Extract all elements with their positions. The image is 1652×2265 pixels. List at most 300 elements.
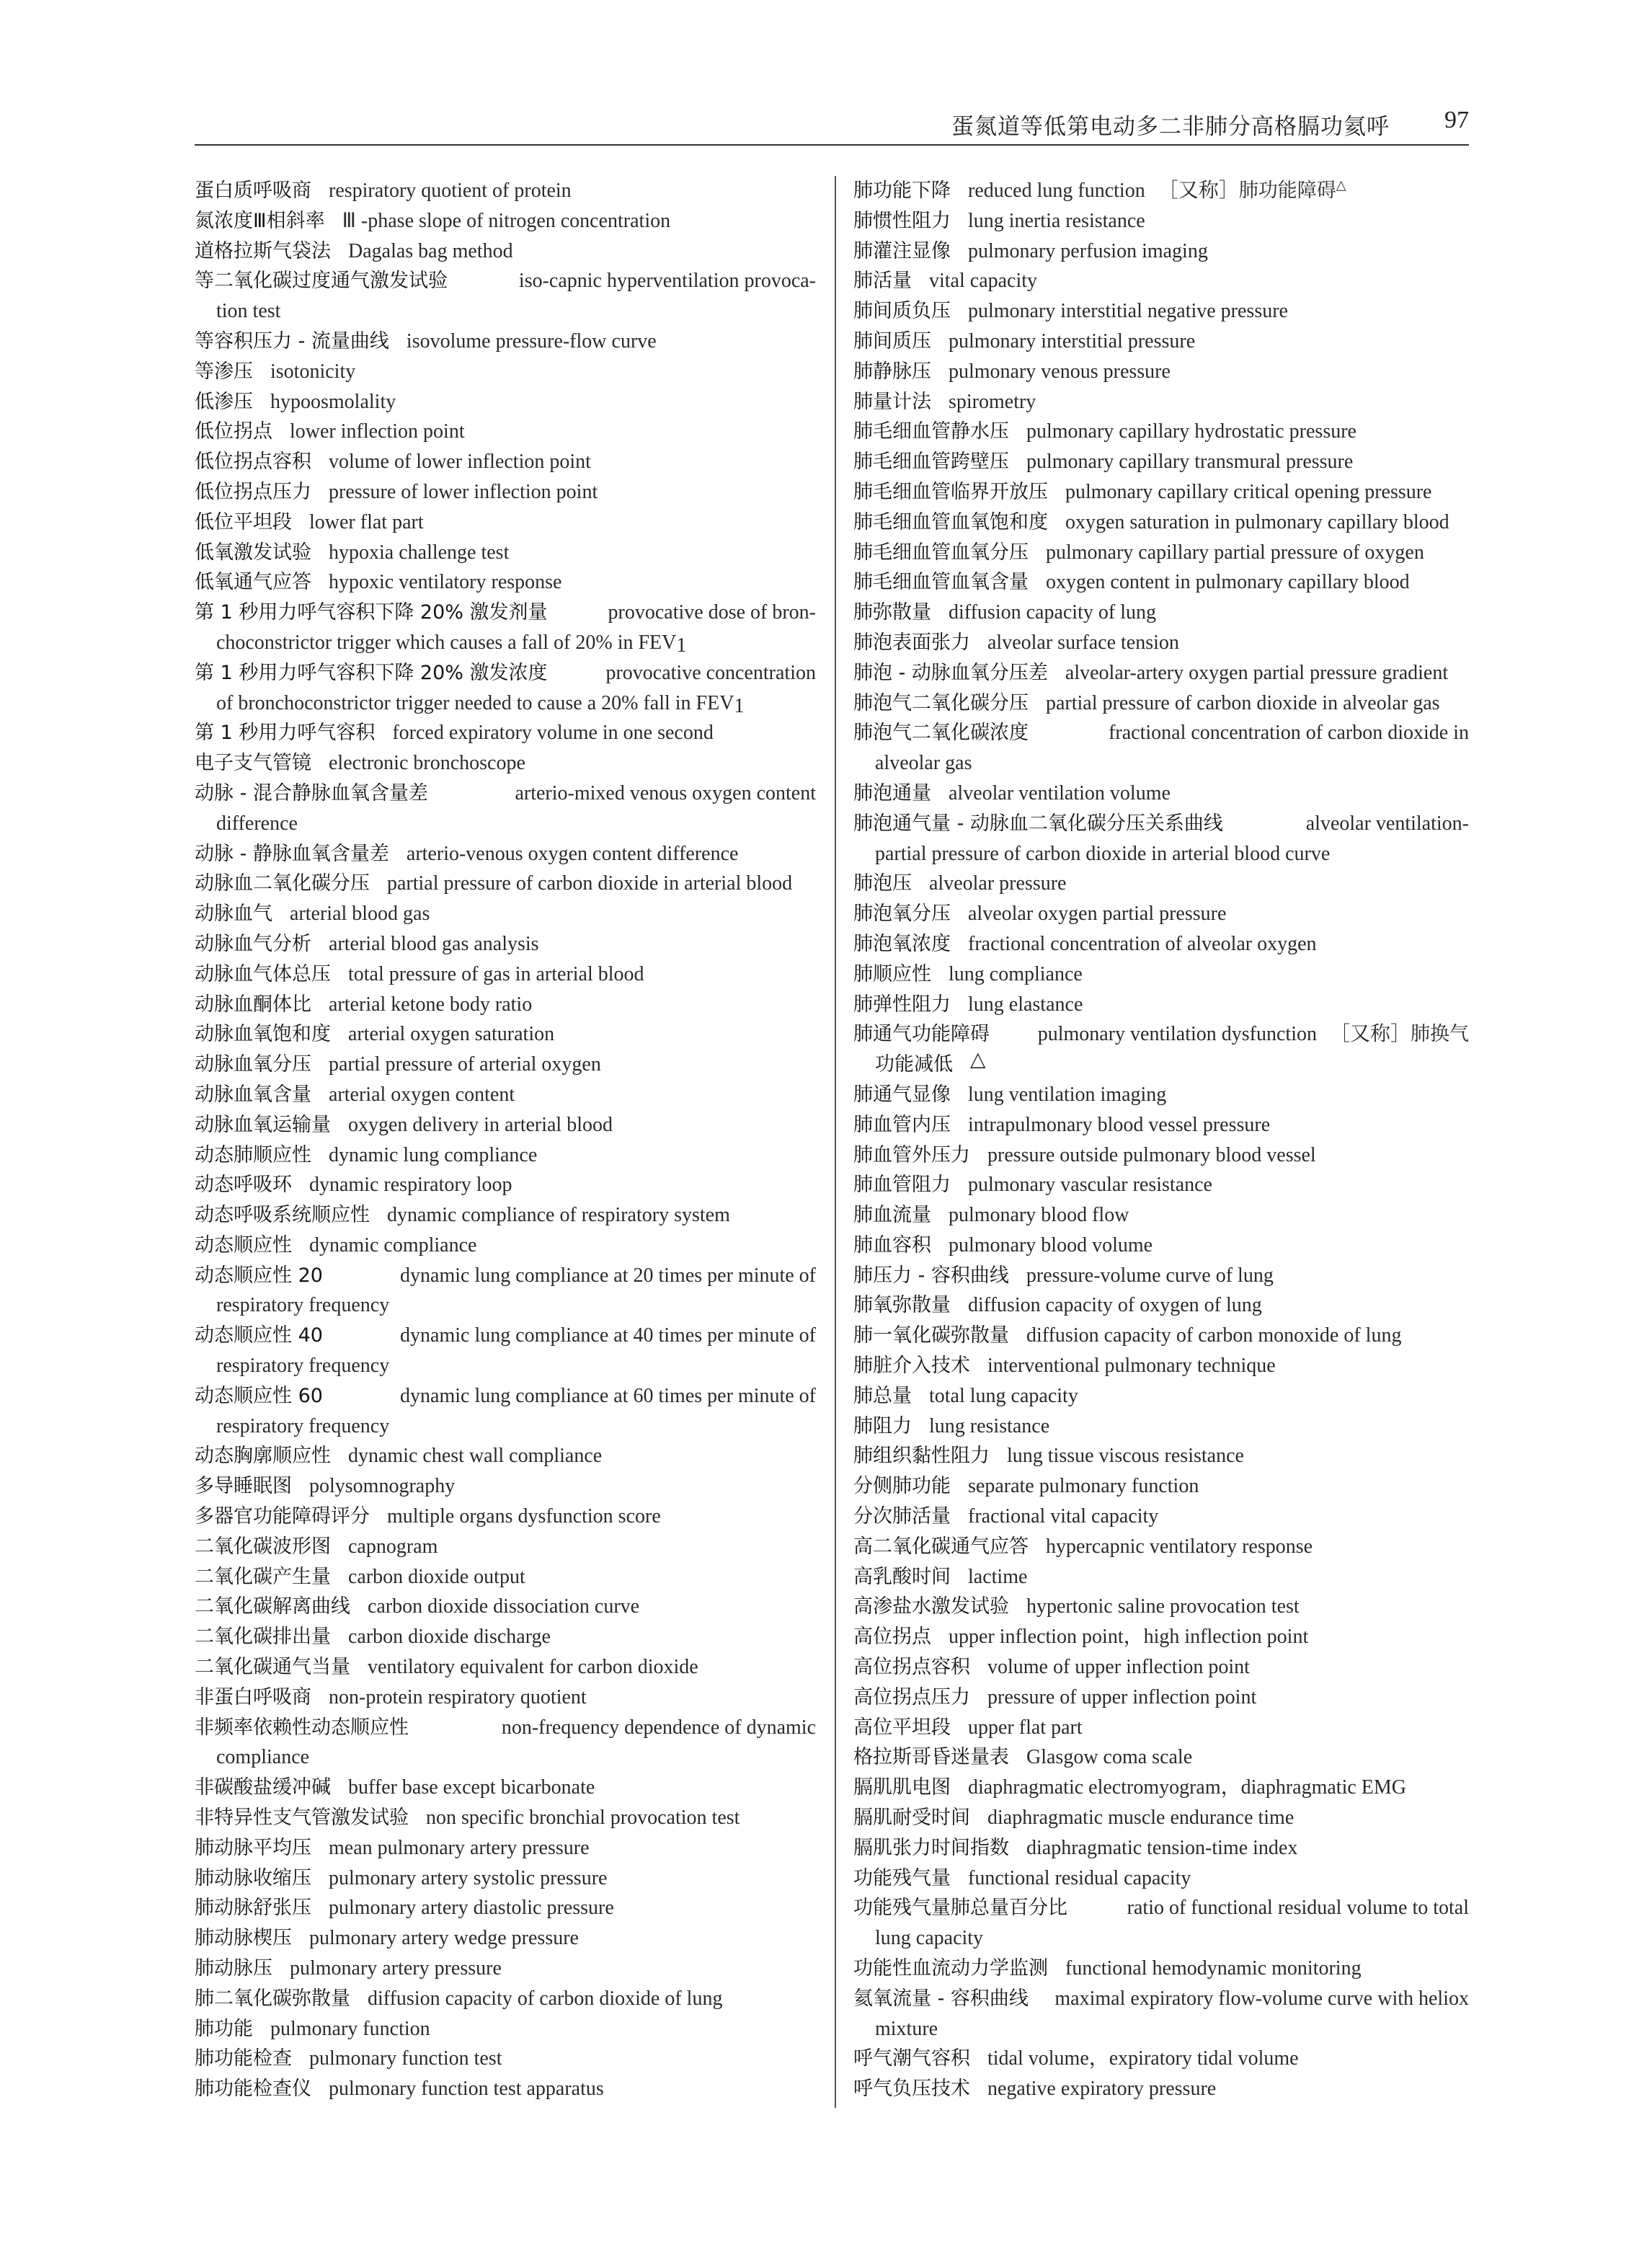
term-english: respiratory quotient of protein: [329, 179, 572, 202]
term-english: volume of lower inflection point: [329, 451, 591, 474]
term-chinese: 低氧通气应答: [195, 571, 311, 594]
entry-line: [195, 959, 816, 990]
term-english: polysomnography: [309, 1475, 456, 1498]
entry-line: [195, 1562, 816, 1592]
entry-line: [195, 839, 816, 869]
term-english: pulmonary function: [270, 2017, 430, 2040]
term-english: pulmonary artery systolic pressure: [329, 1866, 608, 1889]
term-english: pulmonary capillary critical opening pressure: [1065, 480, 1432, 503]
term-english: alveolar oxygen partial pressure: [968, 903, 1227, 926]
term-chinese: 肺二氧化碳弥散量: [195, 1987, 350, 2010]
continuation-text: difference: [216, 812, 298, 835]
term-english: lung tissue viscous resistance: [1007, 1445, 1244, 1468]
entry-line: [853, 1170, 1469, 1200]
cross-reference-term: 肺换气: [1411, 1023, 1469, 1046]
entry-line: [195, 1713, 816, 1743]
term-english: reduced lung function: [968, 179, 1145, 202]
term-english: lung resistance: [929, 1414, 1050, 1437]
term-chinese: 格拉斯哥昏迷量表: [853, 1746, 1009, 1769]
entry-line: [853, 1833, 1469, 1863]
term-english: pressure of upper inflection point: [987, 1685, 1257, 1708]
entry-continuation: [195, 1290, 816, 1321]
entry-line: [195, 1532, 816, 1562]
term-chinese: 氦氧流量 - 容积曲线: [853, 1987, 1029, 2010]
term-english: fractional concentration of carbon dioxide in: [1109, 722, 1469, 745]
continuation-text: of bronchoconstrictor trigger needed to cause a 20% fall in FEV: [216, 691, 734, 714]
term-chinese: 二氧化碳产生量: [195, 1565, 331, 1588]
term-english: mean pulmonary artery pressure: [329, 1836, 590, 1859]
term-english: lower inflection point: [290, 420, 465, 443]
term-chinese: 动脉血氧运输量: [195, 1113, 331, 1136]
term-chinese: 肺通气显像: [853, 1083, 951, 1106]
term-english: pulmonary artery diastolic pressure: [329, 1897, 614, 1920]
term-english: separate pulmonary function: [968, 1475, 1199, 1498]
term-english: functional residual capacity: [968, 1866, 1191, 1889]
term-english: non-frequency dependence of dynamic: [501, 1716, 816, 1739]
term-chinese: 肺动脉收缩压: [195, 1866, 311, 1889]
entry-line: [853, 990, 1469, 1020]
term-chinese: 功能残气量: [853, 1866, 951, 1889]
term-english: partial pressure of carbon dioxide in arterial blood: [387, 872, 793, 895]
term-english: hypoosmolality: [270, 390, 396, 413]
entry-continuation: [853, 1923, 1469, 1954]
term-english: functional hemodynamic monitoring: [1065, 1957, 1362, 1980]
term-english: hypercapnic ventilatory response: [1046, 1535, 1313, 1558]
term-english: pulmonary function test apparatus: [329, 2078, 604, 2101]
term-chinese: 肺血管外压力: [853, 1143, 970, 1166]
term-english: carbon dioxide output: [348, 1565, 525, 1588]
term-english: negative expiratory pressure: [987, 2078, 1217, 2101]
term-chinese: 动态顺应性 20: [195, 1264, 323, 1287]
term-chinese: 肺量计法: [853, 390, 931, 413]
term-chinese: 动脉血气: [195, 903, 272, 926]
continuation-text: partial pressure of carbon dioxide in arterial blood curve: [875, 842, 1331, 865]
term-english: arterial ketone body ratio: [329, 993, 533, 1016]
entry-line: [853, 236, 1469, 267]
term-english: pulmonary interstitial negative pressure: [968, 300, 1288, 323]
entry-line: [853, 1863, 1469, 1894]
term-chinese: 动脉血二氧化碳分压: [195, 872, 370, 895]
entry-line: [195, 567, 816, 598]
term-english: pulmonary perfusion imaging: [968, 239, 1208, 262]
term-chinese: 等渗压: [195, 360, 253, 383]
entry-line: [195, 748, 816, 779]
header-title: 蛋氮道等低第电动多二非肺分高格膈功氦呼: [951, 114, 1390, 140]
term-chinese: 动态胸廓顺应性: [195, 1445, 331, 1468]
entry-continuation: [195, 1411, 816, 1442]
term-english: lung ventilation imaging: [968, 1083, 1167, 1106]
entry-line: [195, 206, 816, 236]
term-chinese: 低位拐点容积: [195, 451, 311, 474]
continuation-text: respiratory frequency: [216, 1414, 390, 1437]
term-english: arterial blood gas analysis: [329, 932, 539, 955]
entry-line: [853, 1592, 1469, 1622]
term-chinese: 肺活量: [853, 270, 912, 293]
term-chinese: 肺毛细血管血氧含量: [853, 571, 1029, 594]
term-english: hypoxic ventilatory response: [329, 571, 562, 594]
term-english: volume of upper inflection point: [987, 1656, 1250, 1679]
term-english: hypertonic saline provocation test: [1026, 1595, 1300, 1618]
term-chinese: 低渗压: [195, 390, 253, 413]
entry-line: [195, 1050, 816, 1080]
term-chinese: 肺动脉舒张压: [195, 1897, 311, 1920]
term-english: buffer base except bicarbonate: [348, 1776, 595, 1799]
term-chinese: 肺氧弥散量: [853, 1294, 951, 1317]
term-chinese: 动脉 - 静脉血氧含量差: [195, 842, 389, 865]
term-english: capnogram: [348, 1535, 438, 1558]
entry-continuation: [195, 296, 816, 327]
entry-line: [853, 266, 1469, 296]
term-english: diffusion capacity of carbon dioxide of lung: [368, 1987, 723, 2010]
continuation-text: compliance: [216, 1746, 310, 1769]
term-chinese: 等容积压力 - 流量曲线: [195, 329, 389, 353]
entry-line: [195, 1683, 816, 1713]
term-english: alveolar-artery oxygen partial pressure gradient: [1065, 661, 1449, 684]
entry-line: [853, 1290, 1469, 1321]
term-chinese: 膈肌肌电图: [853, 1776, 951, 1799]
term-chinese: 高乳酸时间: [853, 1565, 951, 1588]
term-chinese: 功能残气量肺总量百分比: [853, 1897, 1067, 1920]
continuation-subscript: 1: [734, 694, 745, 717]
term-english: vital capacity: [929, 270, 1038, 293]
entry-line: [853, 959, 1469, 990]
entry-line: [853, 628, 1469, 658]
term-english: lung elastance: [968, 993, 1083, 1016]
term-english: diaphragmatic tension-time index: [1026, 1836, 1298, 1859]
term-english: upper flat part: [968, 1716, 1083, 1739]
term-english: alveolar pressure: [929, 872, 1067, 895]
term-english: dynamic compliance: [309, 1233, 477, 1256]
term-chinese: 肺功能检查: [195, 2047, 292, 2070]
entry-line: [853, 1803, 1469, 1833]
term-english: alveolar ventilation-: [1305, 812, 1469, 835]
term-chinese: 肺间质负压: [853, 300, 951, 323]
term-chinese: 非频率依赖性动态顺应性: [195, 1716, 409, 1739]
entry-line: [195, 1019, 816, 1050]
term-chinese: 分次肺活量: [853, 1505, 951, 1528]
term-english: Glasgow coma scale: [1026, 1746, 1193, 1769]
term-chinese: 肺功能下降: [853, 179, 951, 202]
entry-line: [195, 869, 816, 899]
term-chinese: 高位拐点压力: [853, 1685, 970, 1708]
entry-line: [853, 357, 1469, 387]
entry-line: [195, 1080, 816, 1110]
term-chinese: 肺泡氧浓度: [853, 932, 951, 955]
term-english: alveolar ventilation volume: [949, 781, 1171, 805]
term-english: lung inertia resistance: [968, 209, 1145, 232]
entry-line: [195, 1200, 816, 1231]
entry-line: [195, 1893, 816, 1923]
entry-line: [853, 477, 1469, 507]
entry-line: [853, 206, 1469, 236]
entry-line: [853, 507, 1469, 538]
term-chinese: 电子支气管镜: [195, 752, 311, 775]
term-chinese: 肺毛细血管跨壁压: [853, 451, 1009, 474]
term-chinese: 高二氧化碳通气应答: [853, 1535, 1029, 1558]
term-english: alveolar surface tension: [987, 631, 1179, 654]
term-chinese: 动脉 - 混合静脉血氧含量差: [195, 781, 428, 805]
term-english: partial pressure of arterial oxygen: [329, 1053, 601, 1076]
entry-line: [853, 1683, 1469, 1713]
entry-line: [853, 1954, 1469, 1984]
term-chinese: 低氧激发试验: [195, 541, 311, 564]
entry-line: [195, 236, 816, 267]
term-english: pressure of lower inflection point: [329, 480, 598, 503]
entry-continuation: [195, 688, 816, 719]
term-chinese: 二氧化碳解离曲线: [195, 1595, 350, 1618]
term-chinese: 动态顺应性 60: [195, 1384, 323, 1407]
term-chinese: 肺顺应性: [853, 962, 931, 985]
term-chinese: 多器官功能障碍评分: [195, 1505, 370, 1528]
term-chinese: 低位拐点压力: [195, 480, 311, 503]
entry-line: [853, 869, 1469, 899]
term-english: oxygen saturation in pulmonary capillary blood: [1065, 510, 1449, 533]
term-english: dynamic compliance of respiratory system: [387, 1204, 730, 1227]
term-chinese: 动态顺应性 40: [195, 1324, 323, 1347]
term-chinese: 二氧化碳排出量: [195, 1626, 331, 1649]
continuation-text: tion test: [216, 300, 281, 323]
entry-line: [853, 1080, 1469, 1110]
entry-line: [195, 1441, 816, 1471]
entry-line: [195, 1110, 816, 1140]
entry-line: [195, 658, 816, 688]
term-english: oxygen content in pulmonary capillary blood: [1046, 571, 1410, 594]
term-chinese: 肺毛细血管临界开放压: [853, 480, 1048, 503]
term-english: dynamic lung compliance: [329, 1143, 538, 1166]
entry-line: [195, 447, 816, 477]
entry-line: [853, 2044, 1469, 2074]
entry-line: [853, 1441, 1469, 1471]
term-english: pulmonary capillary transmural pressure: [1026, 451, 1354, 474]
cross-reference: [1158, 179, 1346, 202]
term-chinese: 功能性血流动力学监测: [853, 1957, 1048, 1980]
term-chinese: 肺动脉楔压: [195, 1927, 292, 1950]
term-english: lactime: [968, 1565, 1028, 1588]
entry-line: [853, 327, 1469, 357]
term-english: carbon dioxide dissociation curve: [368, 1595, 640, 1618]
term-chinese: 高位拐点: [853, 1626, 931, 1649]
entry-line: [195, 477, 816, 507]
term-chinese: 肺弥散量: [853, 601, 931, 624]
term-chinese: 肺血容积: [853, 1233, 931, 1256]
column-divider: [835, 176, 836, 2108]
term-english: pulmonary blood volume: [949, 1233, 1153, 1256]
entry-line: [853, 1652, 1469, 1683]
term-english: maximal expiratory flow-volume curve with heliox: [1054, 1987, 1469, 2010]
entry-line: [853, 899, 1469, 929]
running-header: [195, 107, 1469, 146]
term-chinese: 肺脏介入技术: [853, 1355, 970, 1378]
term-english: provocative concentration: [605, 661, 816, 684]
cross-reference-term: 肺功能障碍: [1238, 179, 1336, 202]
term-english: pulmonary capillary partial pressure of oxygen: [1046, 541, 1424, 564]
entry-line: [195, 1502, 816, 1532]
term-english: arterial oxygen saturation: [348, 1023, 555, 1046]
entry-line: [195, 718, 816, 748]
continuation-text: lung capacity: [875, 1927, 984, 1950]
entry-line: [195, 1803, 816, 1833]
entry-line: [195, 1381, 816, 1411]
term-chinese: 肺毛细血管血氧分压: [853, 541, 1029, 564]
entry-line: [195, 2074, 816, 2104]
term-chinese: 肺泡气二氧化碳浓度: [853, 722, 1029, 745]
term-chinese: 道格拉斯气袋法: [195, 239, 331, 262]
term-chinese: 肺血管阻力: [853, 1174, 951, 1197]
entry-line: [195, 1140, 816, 1171]
entry-line: [853, 1713, 1469, 1743]
term-chinese: 动脉血气体总压: [195, 962, 331, 985]
entry-line: [853, 1893, 1469, 1923]
term-chinese: 高位平坦段: [853, 1716, 951, 1739]
term-chinese: 非蛋白呼吸商: [195, 1685, 311, 1708]
term-english: arterio-venous oxygen content difference: [406, 842, 739, 865]
term-english: pulmonary venous pressure: [949, 360, 1171, 383]
term-chinese: 肺动脉压: [195, 1957, 272, 1980]
continuation-text: mixture: [875, 2017, 938, 2040]
term-english: diaphragmatic electromyogram，diaphragmatic EMG: [968, 1776, 1407, 1799]
term-english: arterial blood gas: [290, 903, 430, 926]
term-english: isotonicity: [270, 360, 356, 383]
term-english: dynamic lung compliance at 60 times per minute of: [400, 1384, 816, 1407]
term-chinese: 肺间质压: [853, 329, 931, 353]
entry-line: [853, 538, 1469, 568]
term-chinese: 肺毛细血管血氧饱和度: [853, 510, 1048, 533]
term-chinese: 动态呼吸环: [195, 1174, 292, 1197]
term-english: total pressure of gas in arterial blood: [348, 962, 644, 985]
term-chinese: 动脉血气分析: [195, 932, 311, 955]
term-chinese: 低位拐点: [195, 420, 272, 443]
term-english: multiple organs dysfunction score: [387, 1505, 661, 1528]
term-chinese: 肺泡 - 动脉血氧分压差: [853, 661, 1048, 684]
term-english: pressure outside pulmonary blood vessel: [987, 1143, 1316, 1166]
term-english-group: [1038, 1019, 1469, 1050]
left-column: [195, 176, 816, 2104]
entry-line: [853, 1110, 1469, 1140]
continuation-text: respiratory frequency: [216, 1355, 390, 1378]
term-english: fractional vital capacity: [968, 1505, 1159, 1528]
term-chinese: 非碳酸盐缓冲碱: [195, 1776, 331, 1799]
term-chinese: 肺组织黏性阻力: [853, 1445, 990, 1468]
term-english: forced expiratory volume in one second: [392, 722, 714, 745]
term-english: pulmonary artery pressure: [290, 1957, 502, 1980]
term-chinese: 高渗盐水激发试验: [853, 1595, 1009, 1618]
term-english: non specific bronchial provocation test: [426, 1807, 740, 1830]
term-chinese: 肺惯性阻力: [853, 209, 951, 232]
term-english: pressure-volume curve of lung: [1026, 1264, 1274, 1287]
term-chinese: 第 1 秒用力呼气容积: [195, 722, 376, 745]
entry-line: [853, 1984, 1469, 2014]
entry-line: [853, 1261, 1469, 1291]
entry-line: [195, 1773, 816, 1803]
term-english: arterial oxygen content: [329, 1083, 515, 1106]
entry-line: [195, 1954, 816, 1984]
term-english: diffusion capacity of lung: [949, 601, 1156, 624]
cross-reference-label: ［又称］: [1158, 179, 1239, 202]
entry-line: [195, 1652, 816, 1683]
term-chinese: 动态肺顺应性: [195, 1143, 311, 1166]
entry-continuation: [195, 628, 816, 658]
entry-continuation: [195, 809, 816, 839]
continuation-text: respiratory frequency: [216, 1294, 390, 1317]
term-chinese: 多导睡眠图: [195, 1475, 292, 1498]
term-english: intrapulmonary blood vessel pressure: [968, 1113, 1271, 1136]
entry-line: [195, 327, 816, 357]
term-english: interventional pulmonary technique: [987, 1355, 1276, 1378]
term-english: ratio of functional residual volume to total: [1127, 1897, 1469, 1920]
term-english: pulmonary capillary hydrostatic pressure: [1026, 420, 1356, 443]
term-english: hypoxia challenge test: [329, 541, 510, 564]
entry-line: [853, 688, 1469, 719]
term-english: dynamic lung compliance at 20 times per minute of: [400, 1264, 816, 1287]
term-chinese: 高位拐点容积: [853, 1656, 970, 1679]
term-chinese: 肺总量: [853, 1384, 912, 1407]
term-chinese: 肺泡氧分压: [853, 903, 951, 926]
entry-line: [853, 1200, 1469, 1231]
term-english: pulmonary vascular resistance: [968, 1174, 1212, 1197]
term-english-group: [968, 179, 1346, 202]
term-chinese: 肺泡表面张力: [853, 631, 970, 654]
term-chinese: 分侧肺功能: [853, 1475, 951, 1498]
term-chinese: 氮浓度Ⅲ相斜率: [195, 209, 325, 232]
term-english: upper inflection point，high inflection point: [949, 1626, 1309, 1649]
term-english: ventilatory equivalent for carbon dioxide: [368, 1656, 698, 1679]
term-chinese: 肺血流量: [853, 1204, 931, 1227]
continuation-text: alveolar gas: [875, 752, 972, 775]
term-english: pulmonary interstitial pressure: [949, 329, 1196, 353]
term-english: isovolume pressure-flow curve: [406, 329, 657, 353]
entry-line: [195, 1622, 816, 1652]
entry-line: [195, 1231, 816, 1261]
cross-reference-mark: △: [970, 1048, 986, 1071]
entry-line: [853, 929, 1469, 959]
term-chinese: 肺阻力: [853, 1414, 912, 1437]
term-english: diffusion capacity of oxygen of lung: [968, 1294, 1262, 1317]
entry-line: [853, 598, 1469, 628]
entry-line: [195, 176, 816, 206]
right-column: [853, 176, 1469, 2104]
entry-line: [853, 1532, 1469, 1562]
term-english: lower flat part: [309, 510, 424, 533]
entry-line: [853, 779, 1469, 809]
term-english: fractional concentration of alveolar oxygen: [968, 932, 1317, 955]
term-chinese: 肺功能: [195, 2017, 253, 2040]
term-chinese: 蛋白质呼吸商: [195, 179, 311, 202]
term-english: Ⅲ -phase slope of nitrogen concentration: [342, 209, 671, 232]
term-english: electronic bronchoscope: [329, 752, 525, 775]
entry-continuation: [195, 1351, 816, 1381]
entry-line: [853, 1502, 1469, 1532]
entry-line: [853, 1231, 1469, 1261]
term-chinese: 肺动脉平均压: [195, 1836, 311, 1859]
cross-reference-mark: △: [1336, 177, 1346, 192]
term-english: dynamic lung compliance at 40 times per minute of: [400, 1324, 816, 1347]
entry-line: [195, 1923, 816, 1954]
term-english: dynamic respiratory loop: [309, 1174, 512, 1197]
entry-line: [853, 1140, 1469, 1171]
entry-continuation: [195, 1742, 816, 1773]
term-english: arterio-mixed venous oxygen content: [515, 781, 816, 805]
entry-line: [853, 1381, 1469, 1411]
term-chinese: 肺泡压: [853, 872, 912, 895]
entry-line: [195, 357, 816, 387]
entry-line: [195, 266, 816, 296]
entry-line: [853, 1321, 1469, 1351]
continuation-text: 功能减低: [875, 1053, 953, 1076]
term-chinese: 第 1 秒用力呼气容积下降 20% 激发剂量: [195, 601, 548, 624]
term-english: Dagalas bag method: [348, 239, 513, 262]
entry-continuation: [853, 748, 1469, 779]
entry-line: [853, 809, 1469, 839]
